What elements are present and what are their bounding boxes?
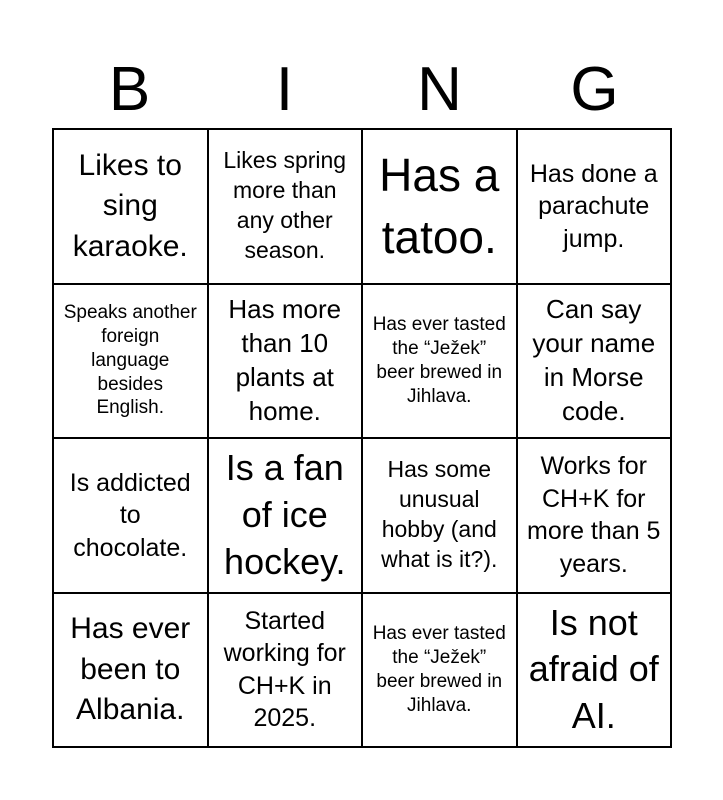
bingo-cell-r4c1[interactable]	[54, 594, 209, 749]
cell-text: Has ever tasted the “Ježek” beer brewed in Jihlava.	[372, 623, 506, 716]
bingo-board	[52, 128, 672, 748]
bingo-cell-r2c3[interactable]	[363, 285, 518, 440]
bingo-cell-r4c2[interactable]	[209, 594, 364, 749]
cell-text: Is addicted to chocolate.	[69, 468, 191, 562]
bingo-cell-r2c2[interactable]	[209, 285, 364, 440]
bingo-cell-r1c2[interactable]	[209, 130, 364, 285]
cell-text: Is not afraid of AI.	[528, 601, 659, 737]
bingo-cell-r3c2[interactable]	[209, 439, 364, 594]
bingo-cell-r4c3[interactable]	[363, 594, 518, 749]
cell-text: Is a fan of ice hockey.	[224, 447, 346, 582]
bingo-cell-r3c1[interactable]	[54, 439, 209, 594]
cell-text: Can say your name in Morse code.	[532, 294, 656, 426]
bingo-cell-r2c4[interactable]	[518, 285, 673, 440]
cell-text: Has ever tasted the “Ježek” beer brewed in Jihlava.	[372, 314, 506, 407]
cell-text: Works for CH+K for more than 5 years.	[527, 452, 661, 578]
bingo-cell-r1c1[interactable]	[54, 130, 209, 285]
bingo-header	[52, 52, 672, 128]
cell-text: Has done a parachute jump.	[529, 159, 658, 253]
cell-text: Likes to sing karaoke.	[72, 148, 188, 263]
bingo-cell-r4c4[interactable]	[518, 594, 673, 749]
cell-text: Speaks another foreign language besides English.	[63, 302, 197, 419]
bingo-cell-r3c4[interactable]	[518, 439, 673, 594]
cell-text: Has a tatoo.	[379, 149, 500, 264]
bingo-cell-r3c3[interactable]	[363, 439, 518, 594]
bingo-cell-r1c4[interactable]	[518, 130, 673, 285]
header-letter-b: B	[108, 55, 151, 124]
header-letter-n: N	[417, 55, 462, 124]
header-letter-i: I	[275, 55, 294, 124]
cell-text: Has some unusual hobby (and what is it?).	[381, 456, 498, 573]
bingo-cell-r1c3[interactable]	[363, 130, 518, 285]
cell-text: Likes spring more than any other season.	[223, 147, 347, 264]
cell-text: Has ever been to Albania.	[70, 612, 191, 726]
bingo-cell-r2c1[interactable]	[54, 285, 209, 440]
cell-text: Started working for CH+K in 2025.	[223, 606, 346, 733]
cell-text: Has more than 10 plants at home.	[228, 294, 342, 426]
header-letter-g: G	[570, 55, 619, 124]
